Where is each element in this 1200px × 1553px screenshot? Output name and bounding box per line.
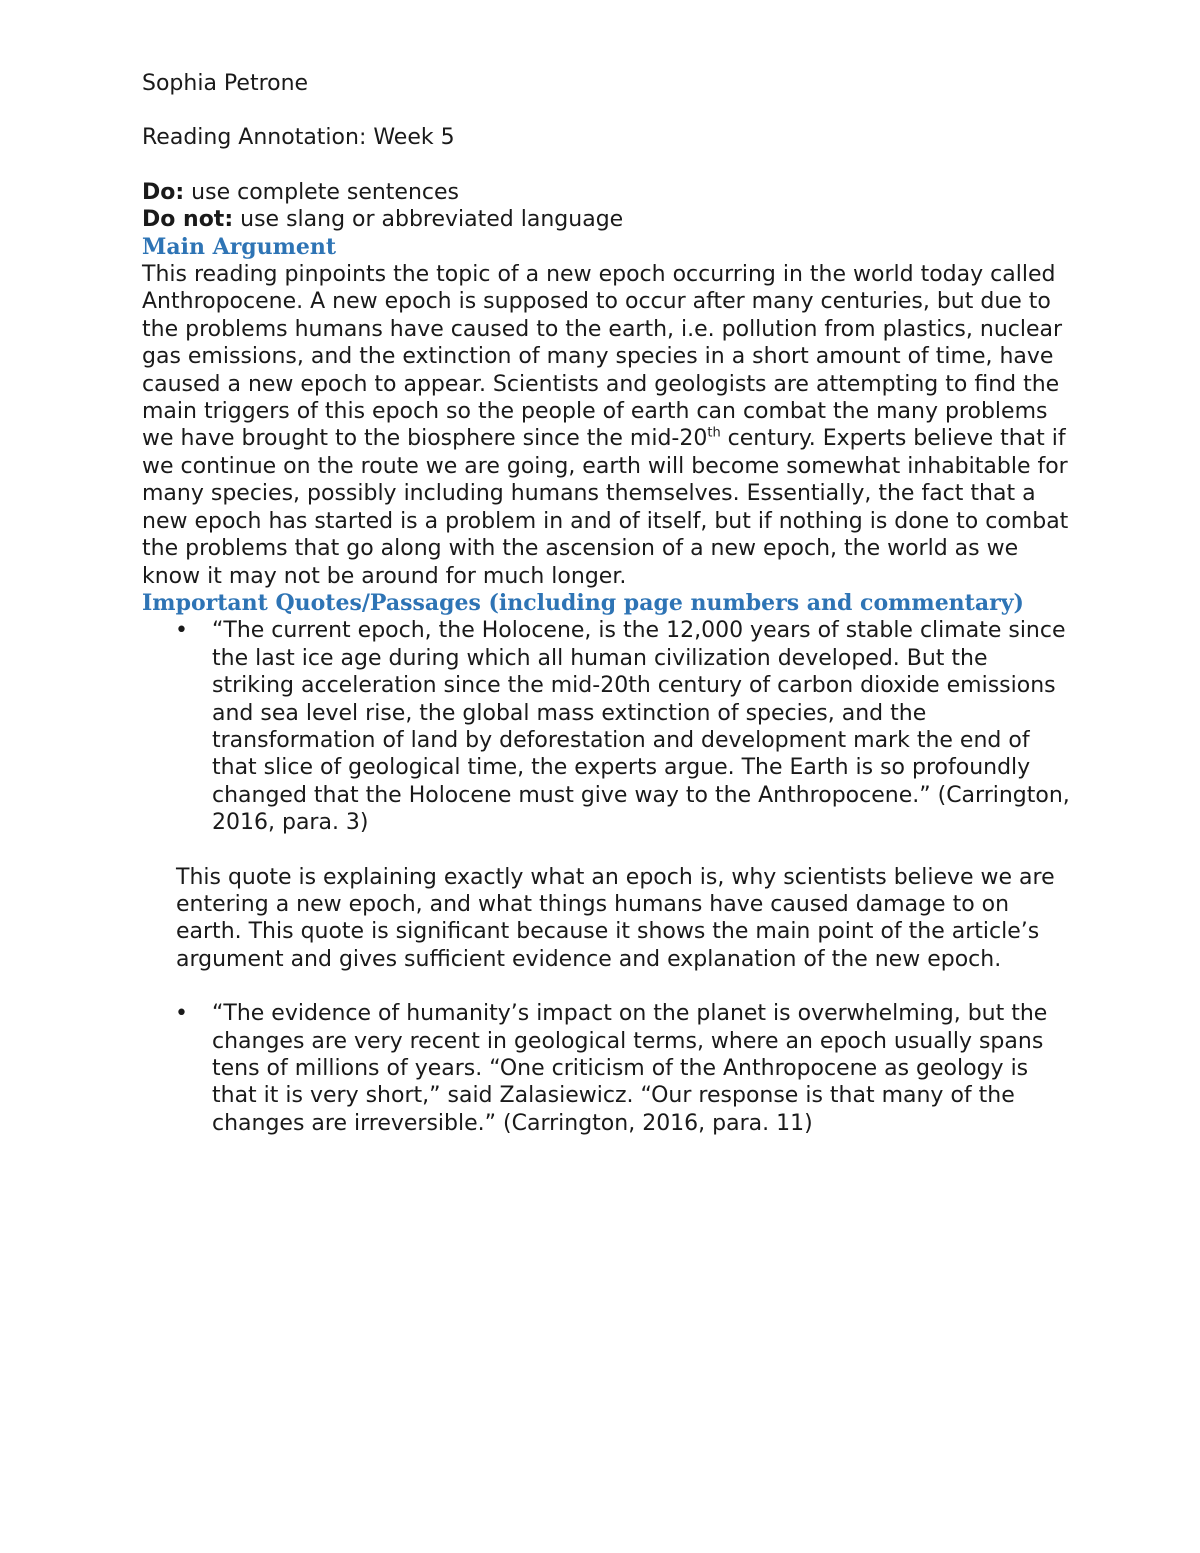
main-argument-text-part2: century. Experts believe that if we continue on the route we are going, earth will become somewhat inhabitable for many species, possibly including humans themselves. Essentially, the fact that a new epoch has started is a problem in and of itself, but if nothing is done to combat the problems that go along with the ascension of a new epoch, the world as we know it may not be around for much longer. xyxy=(142,426,1069,589)
quote-commentary-1: This quote is explaining exactly what an epoch is, why scientists believe we are entering a new epoch, and what things humans have caused damage to on earth. This quote is significant because it shows the main point of the article’s argument and gives sufficient evidence and explanation of the new epoch. xyxy=(176,864,1055,972)
quote-item-1 xyxy=(142,617,1072,836)
donot-text: use slang or abbreviated language xyxy=(233,207,624,233)
do-label: Do: xyxy=(142,179,185,205)
main-argument-text xyxy=(142,261,1072,590)
bullet-icon: • xyxy=(175,1001,188,1027)
quotes-list-2 xyxy=(142,1000,1072,1137)
bullet-icon: • xyxy=(175,618,188,644)
ordinal-superscript: th xyxy=(707,426,721,442)
quote-item-2 xyxy=(142,1000,1072,1137)
author-name: Sophia Petrone xyxy=(142,71,309,96)
quotes-heading: Important Quotes/Passages (including page numbers and commentary) xyxy=(142,589,1024,616)
document-title: Reading Annotation: Week 5 xyxy=(142,125,455,151)
document-page xyxy=(142,70,1072,1137)
main-argument-heading: Main Argument xyxy=(142,233,337,260)
donot-instruction xyxy=(142,206,1072,233)
main-argument-text-part1: This reading pinpoints the topic of a new epoch occurring in the world today called Anthropocene. A new epoch is supposed to occur after many centuries, but due to the problems humans have caused to the earth, i.e. pollution from plastics, nuclear gas emissions, and the extinction of many species in a short amount of time, have caused a new epoch to appear. Scientists and geologists are attempting to find the main triggers of this epoch so the people of earth can combat the many problems we have brought to the biosphere since the mid-20 xyxy=(142,262,1063,452)
do-instruction xyxy=(142,179,1072,206)
quote-text-1: “The current epoch, the Holocene, is the 12,000 years of stable climate since the last ice age during which all human civilization developed. But the striking acceleration since the mid-20th century of carbon dioxide emissions and sea level rise, the global mass extinction of species, and the transformation of land by deforestation and development mark the end of that slice of geological time, the experts argue. The Earth is so profoundly changed that the Holocene must give way to the Anthropocene.” (Carrington, 2016, para. 3) xyxy=(212,618,1070,836)
quote-text-2: “The evidence of humanity’s impact on the planet is overwhelming, but the changes are very recent in geological terms, where an epoch usually spans tens of millions of years. “One criticism of the Anthropocene as geology is that it is very short,” said Zalasiewicz. “Our response is that many of the changes are irreversible.” (Carrington, 2016, para. 11) xyxy=(212,1001,1048,1136)
do-text: use complete sentences xyxy=(184,179,460,205)
donot-label: Do not: xyxy=(142,207,234,233)
quotes-list xyxy=(142,617,1072,836)
